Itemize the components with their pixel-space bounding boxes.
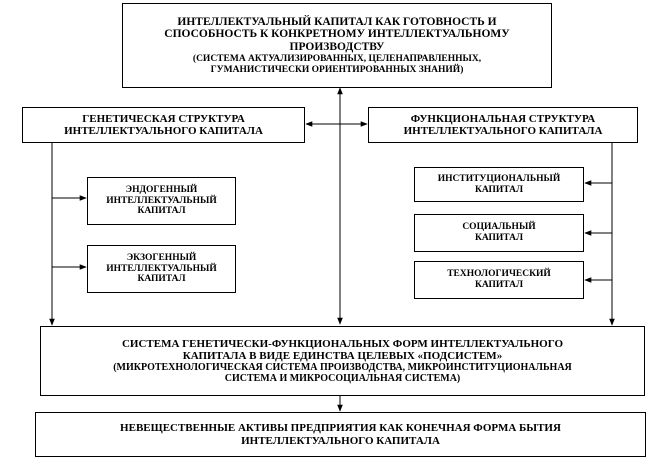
intangible-assets-box: [35, 412, 646, 457]
top-subtitle-line: (СИСТЕМА АКТУАЛИЗИРОВАННЫХ, ЦЕЛЕНАПРАВЛЕННЫХ,: [192, 54, 482, 65]
functional-label-line: ФУНКЦИОНАЛЬНАЯ СТРУКТУРА: [410, 112, 596, 125]
institutional-label-line: ИНСТИТУЦИОНАЛЬНЫЙ: [437, 173, 561, 184]
genetic-structure-box: [22, 107, 305, 143]
exogenous-capital-box: [87, 245, 236, 293]
endogenous-label-line: ИНТЕЛЛЕКТУАЛЬНЫЙ: [106, 195, 217, 206]
institutional-label-line: КАПИТАЛ: [474, 184, 524, 195]
exogenous-label-line: ИНТЕЛЛЕКТУАЛЬНЫЙ: [106, 263, 217, 274]
social-label-line: КАПИТАЛ: [474, 233, 524, 243]
top-subtitle-line: ГУМАНИСТИЧЕСКИ ОРИЕНТИРОВАННЫХ ЗНАНИЙ): [210, 64, 464, 75]
system-title-line: СИСТЕМА ГЕНЕТИЧЕСКИ-ФУНКЦИОНАЛЬНЫХ ФОРМ ИНТЕЛЛЕКТУАЛЬНОГО: [121, 337, 563, 350]
technological-capital-box: [414, 261, 584, 299]
exogenous-label-line: КАПИТАЛ: [137, 274, 186, 285]
system-title-line: КАПИТАЛА В ВИДЕ ЕДИНСТВА ЦЕЛЕВЫХ «ПОДСИСТЕМ»: [182, 349, 503, 362]
intangible-label-line: НЕВЕЩЕСТВЕННЫЕ АКТИВЫ ПРЕДПРИЯТИЯ КАК КОНЕЧНАЯ ФОРМА БЫТИЯ: [120, 422, 561, 435]
institutional-capital-box: [414, 167, 584, 202]
top-title-line: ИНТЕЛЛЕКТУАЛЬНЫЙ КАПИТАЛ КАК ГОТОВНОСТЬ И: [177, 15, 497, 28]
system-forms-box: [40, 326, 645, 396]
system-subtitle-line: СИСТЕМА И МИКРОСОЦИАЛЬНАЯ СИСТЕМА): [224, 373, 461, 385]
genetic-label-line: ИНТЕЛЛЕКТУАЛЬНОГО КАПИТАЛА: [64, 125, 263, 137]
exogenous-label-line: ЭКЗОГЕННЫЙ: [126, 253, 197, 264]
technological-label-line: ТЕХНОЛОГИЧЕСКИЙ: [447, 269, 551, 280]
system-subtitle-line: (МИКРОТЕХНОЛОГИЧЕСКАЯ СИСТЕМА ПРОИЗВОДСТВА, МИКРОИНСТИТУЦИОНАЛЬНАЯ: [113, 362, 572, 374]
social-capital-box: [414, 214, 584, 252]
intellectual-capital-box: [122, 3, 552, 88]
top-title-line: СПОСОБНОСТЬ К КОНКРЕТНОМУ ИНТЕЛЛЕКТУАЛЬНОМУ: [164, 28, 510, 41]
endogenous-capital-box: [87, 177, 236, 225]
technological-label-line: КАПИТАЛ: [474, 280, 524, 290]
genetic-label-line: ГЕНЕТИЧЕСКАЯ СТРУКТУРА: [82, 112, 245, 125]
endogenous-label-line: КАПИТАЛ: [137, 206, 186, 217]
social-label-line: СОЦИАЛЬНЫЙ: [462, 222, 536, 233]
endogenous-label-line: ЭНДОГЕННЫЙ: [125, 185, 198, 196]
intangible-label-line: ИНТЕЛЛЕКТУАЛЬНОГО КАПИТАЛА: [241, 434, 440, 447]
top-title-line: ПРОИЗВОДСТВУ: [289, 41, 385, 54]
functional-label-line: ИНТЕЛЛЕКТУАЛЬНОГО КАПИТАЛА: [403, 125, 603, 137]
functional-structure-box: [368, 107, 638, 143]
